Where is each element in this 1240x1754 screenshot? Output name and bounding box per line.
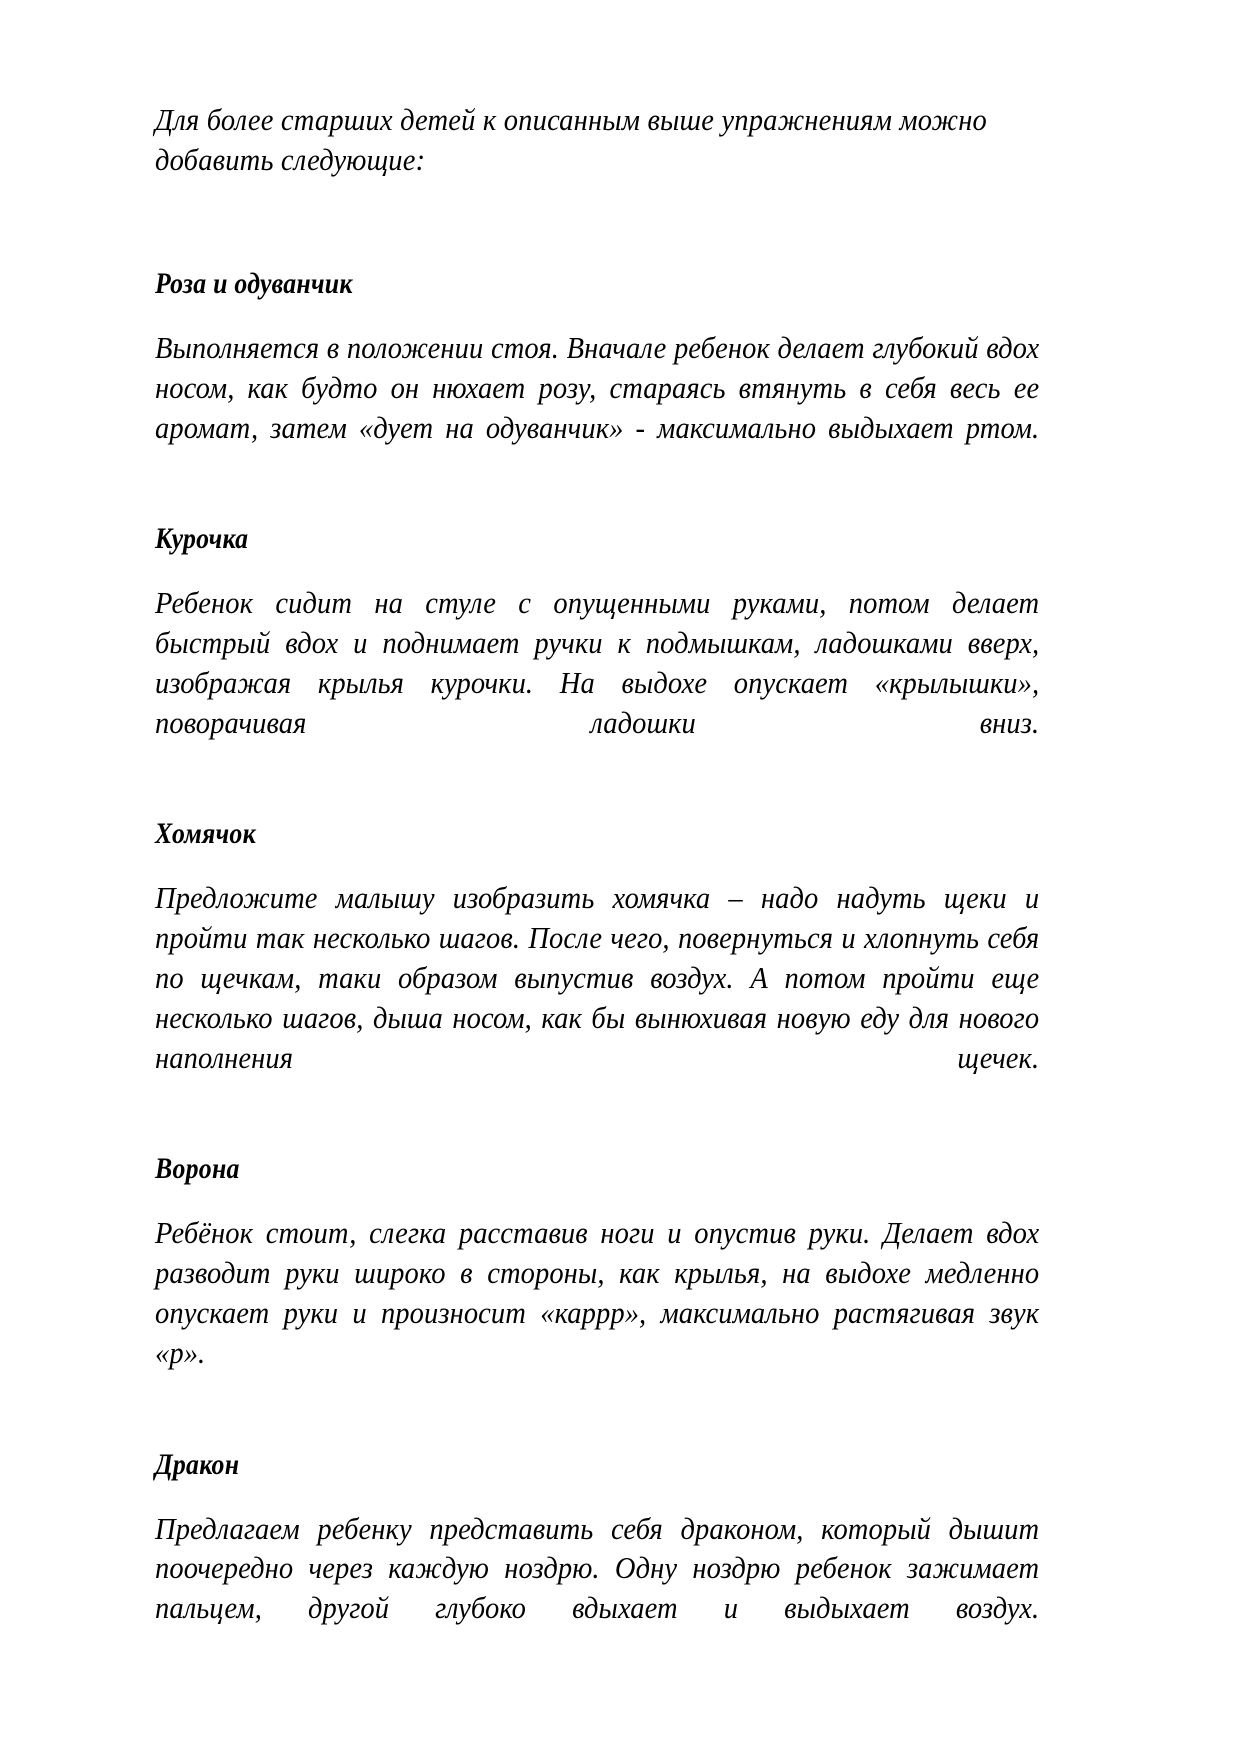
section-drakon <box>155 1447 1040 1668</box>
page-content <box>155 100 1040 1668</box>
section-body: Предложите малышу изобразить хомячка – надо надуть щеки и пройти так несколько шагов. После чего, повернуться и хлопнуть себя по щечкам, таки образом выпустив воздух. А потом пройти еще несколько шагов, дыша носом, как бы вынюхивая новую еду для нового наполнения щечек. <box>155 880 1040 1075</box>
section-body: Ребёнок стоит, слегка расставив ноги и опустив руки. Делает вдох разводит руки широко в стороны, как крылья, на выдохе медленно опускает руки и произносит «каррр», максимально растягивая звук «р». <box>155 1215 1040 1370</box>
section-heading: Хомячок <box>155 817 256 851</box>
section-vorona <box>155 1151 1040 1412</box>
section-body: Ребенок сидит на стуле с опущенными руками, потом делает быстрый вдох и поднимает ручки к подмышкам, ладошками вверх, изображая крылья курочки. На выдохе опускает «крылышки», поворачивая ладошки вниз. <box>155 585 1040 740</box>
section-body: Выполняется в положении стоя. Вначале ребенок делает глубокий вдох носом, как будто он нюхает розу, стараясь втянуть в себя весь ее аромат, затем «дует на одуванчик» - максимально выдыхает ртом. <box>155 329 1040 445</box>
section-heading: Курочка <box>155 522 249 556</box>
section-heading: Ворона <box>155 1152 240 1186</box>
intro-paragraph: Для более старших детей к описанным выше упражнениям можно добавить следующие: <box>155 102 988 177</box>
section-kurochka <box>155 521 1040 782</box>
section-heading: Дракон <box>155 1447 240 1481</box>
section-roza-i-oduvanchik <box>155 266 1040 487</box>
section-heading: Роза и одуванчик <box>155 266 353 300</box>
section-homyachok <box>155 816 1040 1117</box>
section-body: Предлагаем ребенку представить себя драконом, который дышит поочередно через каждую ноздрю. Одну ноздрю ребенок зажимает пальцем, другой глубоко вдыхает и выдыхает воздух. <box>155 1510 1040 1626</box>
